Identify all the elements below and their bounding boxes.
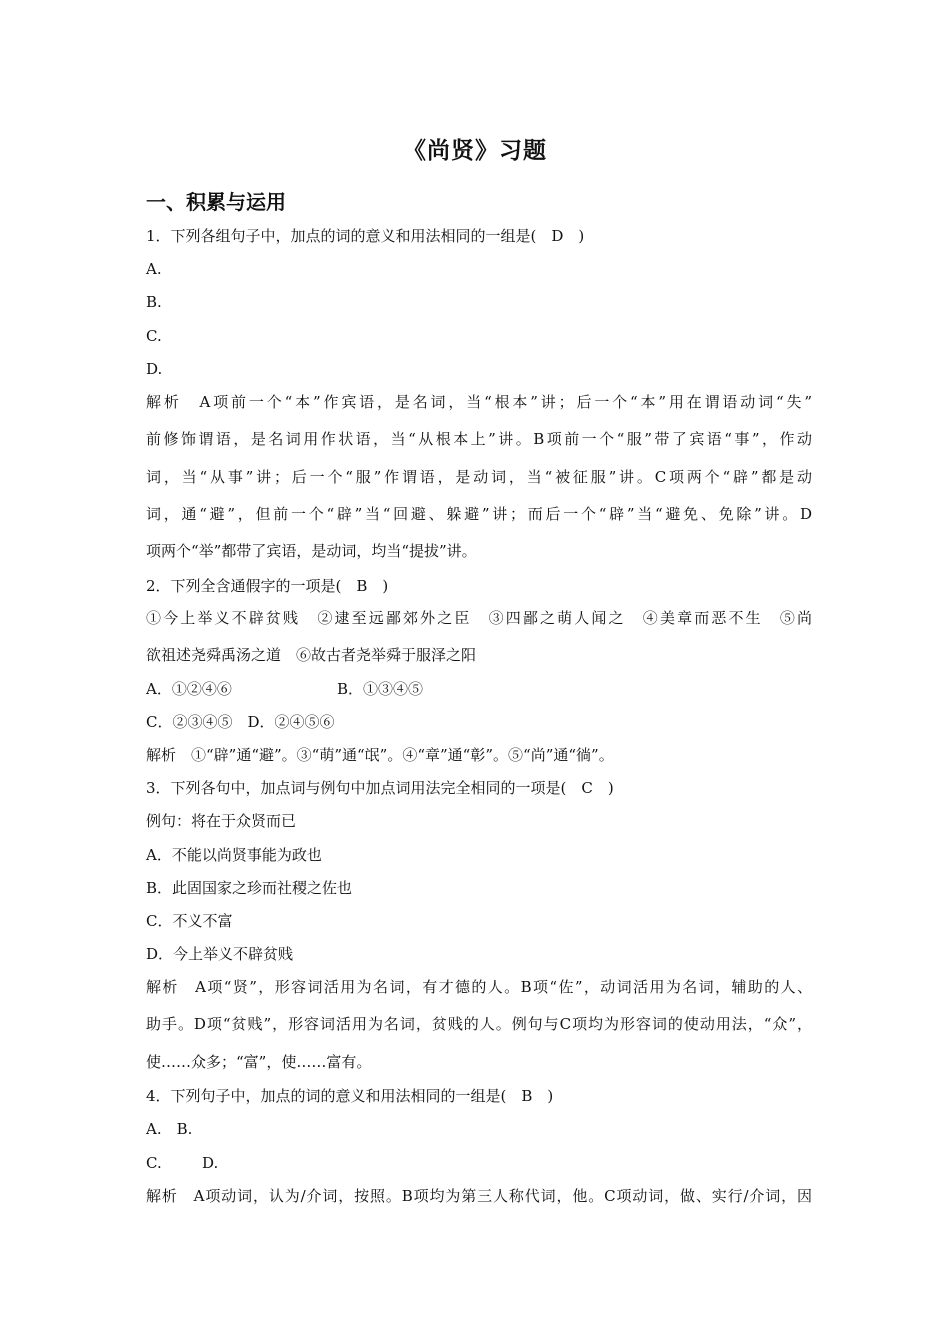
q1-explanation-line: 项两个“举”都带了宾语，是动词，均当“提拔”讲。 bbox=[146, 542, 477, 560]
q4-options-ab: A. B. bbox=[146, 1120, 193, 1138]
q3-explanation-line: 助手。D项“贫贱”，形容词活用为名词，贫贱的人。例句与C项均为形容词的使动用法，“众”， bbox=[146, 1015, 812, 1033]
q2-items-line: ①今上举义不辟贫贱 ②逮至远鄙郊外之臣 ③四鄙之萌人闻之 ④美章而恶不生 ⑤尚 bbox=[146, 609, 812, 627]
q3-stem: 3．下列各句中，加点词与例句中加点词用法完全相同的一项是( C ) bbox=[146, 779, 614, 797]
q3-option-b: B．此固国家之珍而社稷之佐也 bbox=[146, 879, 353, 897]
section-heading: 一、积累与运用 bbox=[146, 190, 286, 214]
q4-stem: 4．下列句子中，加点的词的意义和用法相同的一组是( B ) bbox=[146, 1087, 554, 1105]
q2-options-cd: C．②③④⑤ D．②④⑤⑥ bbox=[146, 713, 335, 731]
q2-option-b: B．①③④⑤ bbox=[337, 680, 424, 698]
q2-explanation: 解析 ①“辟”通“避”。③“萌”通“氓”。④“章”通“彰”。⑤“尚”通“徜”。 bbox=[146, 746, 614, 764]
q3-explanation-line: 使……众多；“富”，使……富有。 bbox=[146, 1053, 372, 1071]
q3-explanation-line: 解析 A项“贤”，形容词活用为名词，有才德的人。B项“佐”，动词活用为名词，辅助的人、 bbox=[146, 978, 812, 996]
q1-option-b: B. bbox=[146, 293, 162, 311]
q1-option-d: D. bbox=[146, 360, 163, 378]
q1-option-a: A. bbox=[146, 260, 162, 278]
q1-stem: 1．下列各组句子中，加点的词的意义和用法相同的一组是( D ) bbox=[146, 227, 585, 245]
q1-explanation-line: 前修饰谓语，是名词用作状语，当“从根本上”讲。B项前一个“服”带了宾语“事”，作动 bbox=[146, 430, 812, 448]
q2-items-line: 欲祖述尧舜禹汤之道 ⑥故古者尧举舜于服泽之阳 bbox=[146, 646, 477, 664]
q2-stem: 2．下列全含通假字的一项是( B ) bbox=[146, 577, 389, 595]
q2-option-a: A．①②④⑥ bbox=[146, 680, 232, 698]
q1-option-c: C. bbox=[146, 327, 162, 345]
q3-option-a: A．不能以尚贤事能为政也 bbox=[146, 846, 322, 864]
q3-example: 例句：将在于众贤而已 bbox=[146, 812, 297, 830]
q1-explanation-line: 解析 A项前一个“本”作宾语，是名词，当“根本”讲；后一个“本”用在谓语动词“失” bbox=[146, 393, 812, 411]
q1-explanation-line: 词，通“避”，但前一个“辟”当“回避、躲避”讲；而后一个“辟”当“避免、免除”讲。D bbox=[146, 505, 812, 523]
q4-option-c: C. bbox=[146, 1154, 162, 1172]
q4-explanation-line: 解析 A项动词，认为/介词，按照。B项均为第三人称代词，他。C项动词，做、实行/介词，因 bbox=[146, 1187, 812, 1205]
q3-option-c: C．不义不富 bbox=[146, 912, 233, 930]
q4-option-d: D. bbox=[202, 1154, 219, 1172]
q3-option-d: D．今上举义不辟贫贱 bbox=[146, 945, 294, 963]
document-title: 《尚贤》习题 bbox=[403, 138, 547, 164]
q1-explanation-line: 词，当“从事”讲；后一个“服”作谓语，是动词，当“被征服”讲。C项两个“辟”都是动 bbox=[146, 468, 812, 486]
